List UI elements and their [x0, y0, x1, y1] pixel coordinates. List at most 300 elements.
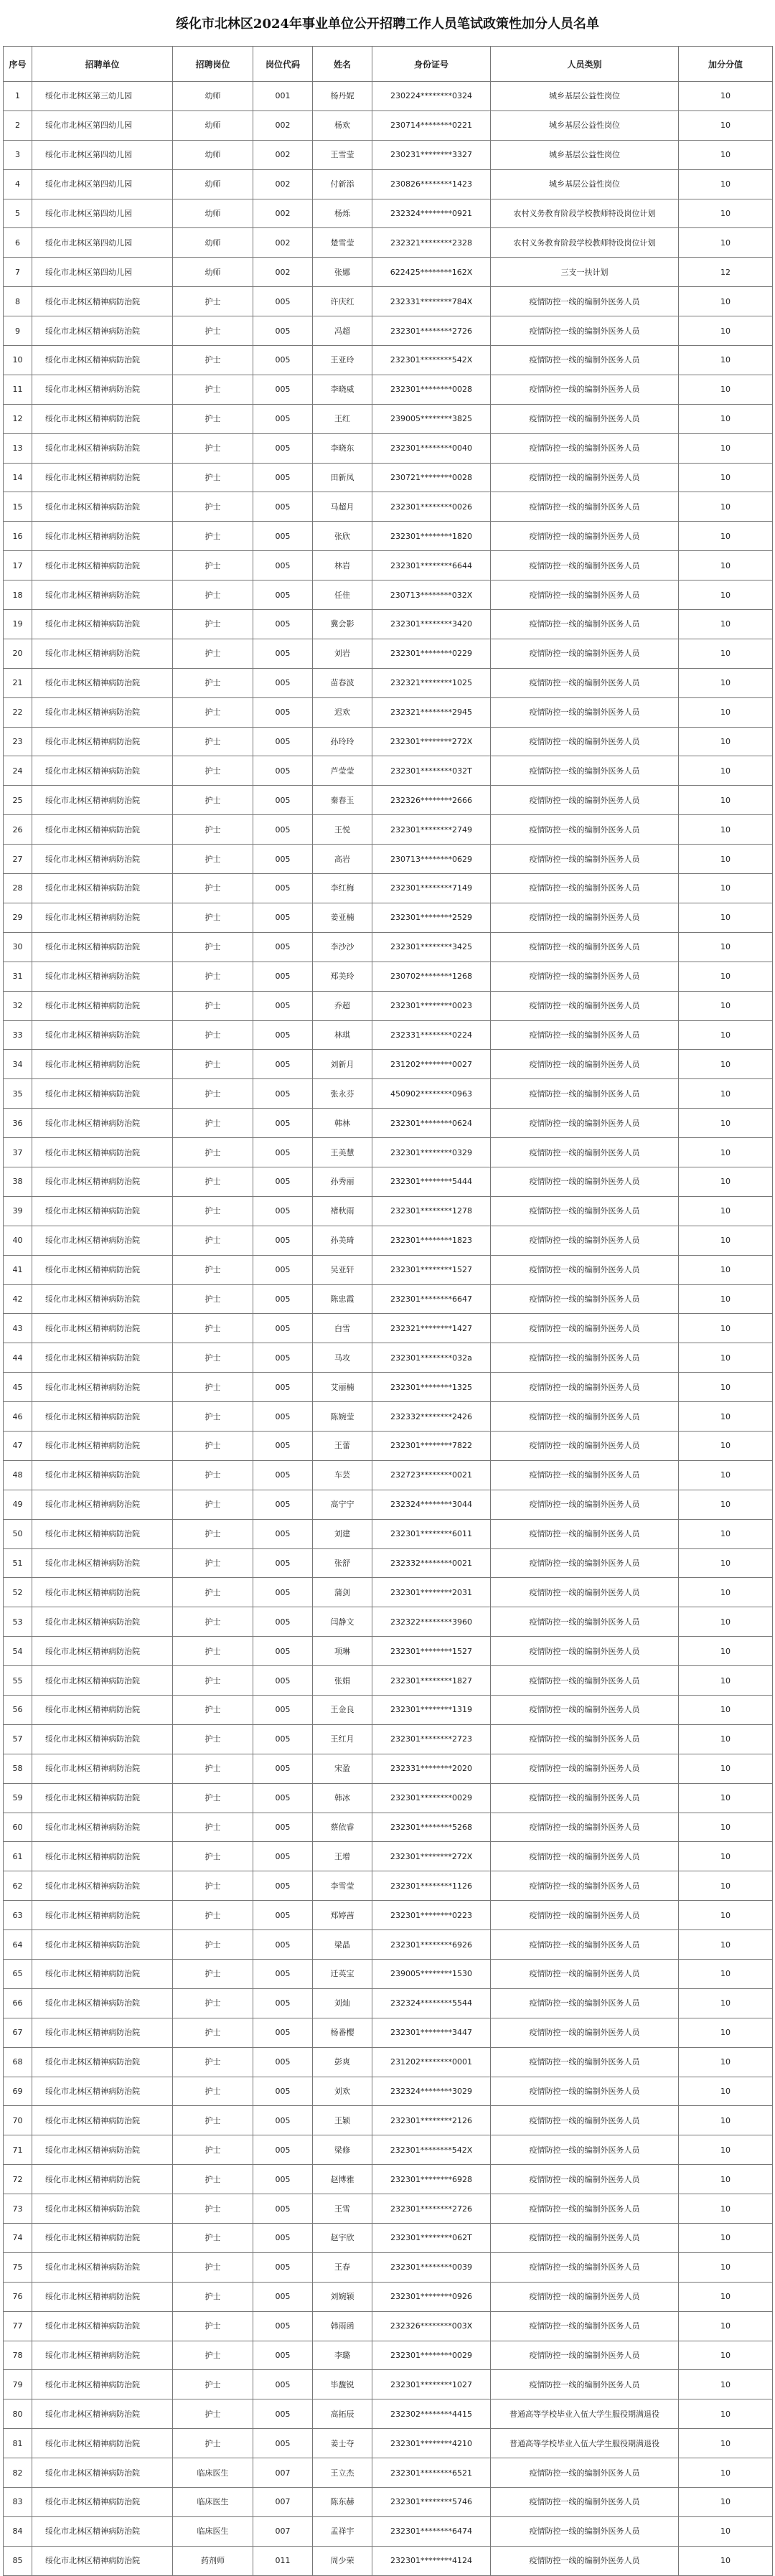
row-position: 护士	[173, 463, 253, 492]
row-category: 疫情防控一线的编制外医务人员	[491, 610, 679, 639]
row-position: 幼师	[173, 199, 253, 228]
row-name: 杨丹妮	[313, 82, 372, 111]
table-row	[4, 169, 773, 199]
table-row	[4, 492, 773, 522]
row-unit: 绥化市北林区精神病防治院	[32, 815, 173, 845]
table-row	[4, 551, 773, 580]
row-name: 孙玲玲	[313, 727, 372, 756]
row-position: 护士	[173, 2194, 253, 2224]
row-bonus-points: 10	[679, 346, 773, 375]
row-id-number: 232324********0921	[372, 199, 491, 228]
row-unit: 绥化市北林区精神病防治院	[32, 1724, 173, 1754]
row-unit: 绥化市北林区精神病防治院	[32, 756, 173, 786]
row-category: 疫情防控一线的编制外医务人员	[491, 962, 679, 991]
row-unit: 绥化市北林区精神病防治院	[32, 287, 173, 316]
row-id-number: 232301********6474	[372, 2516, 491, 2546]
row-position-code: 005	[253, 1842, 313, 1871]
row-unit: 绥化市北林区精神病防治院	[32, 845, 173, 874]
row-id-number: 230713********0629	[372, 845, 491, 874]
row-unit: 绥化市北林区精神病防治院	[32, 2341, 173, 2370]
row-name: 毕馥锐	[313, 2370, 372, 2399]
row-bonus-points: 10	[679, 1695, 773, 1724]
row-category: 城乡基层公益性岗位	[491, 140, 679, 169]
row-bonus-points: 10	[679, 1167, 773, 1196]
row-unit: 绥化市北林区第四幼儿园	[32, 199, 173, 228]
row-name: 付新添	[313, 169, 372, 199]
row-unit: 绥化市北林区精神病防治院	[32, 1607, 173, 1637]
row-position: 护士	[173, 433, 253, 463]
row-category: 疫情防控一线的编制外医务人员	[491, 991, 679, 1020]
row-unit: 绥化市北林区精神病防治院	[32, 1167, 173, 1196]
row-name: 项琳	[313, 1637, 372, 1666]
row-position: 护士	[173, 815, 253, 845]
row-name: 许庆红	[313, 287, 372, 316]
table-row	[4, 1930, 773, 1960]
row-category: 疫情防控一线的编制外医务人员	[491, 1754, 679, 1783]
row-position-code: 005	[253, 1050, 313, 1079]
row-bonus-points: 10	[679, 1079, 773, 1109]
table-row	[4, 610, 773, 639]
row-bonus-points: 10	[679, 1343, 773, 1373]
row-position: 临床医生	[173, 2488, 253, 2517]
row-bonus-points: 10	[679, 1196, 773, 1226]
table-row	[4, 1871, 773, 1901]
row-position: 护士	[173, 1871, 253, 1901]
row-id-number: 230224********0324	[372, 82, 491, 111]
row-position: 护士	[173, 2165, 253, 2194]
table-row	[4, 1724, 773, 1754]
row-unit: 绥化市北林区精神病防治院	[32, 1695, 173, 1724]
row-position-code: 005	[253, 492, 313, 522]
row-position: 护士	[173, 845, 253, 874]
row-name: 孟祥宇	[313, 2516, 372, 2546]
row-category: 疫情防控一线的编制外医务人员	[491, 287, 679, 316]
row-id-number: 232301********1278	[372, 1196, 491, 1226]
row-bonus-points: 10	[679, 2165, 773, 2194]
row-category: 农村义务教育阶段学校教师特设岗位计划	[491, 228, 679, 258]
row-unit: 绥化市北林区精神病防治院	[32, 1402, 173, 1432]
row-position: 护士	[173, 1138, 253, 1167]
row-category: 疫情防控一线的编制外医务人员	[491, 1578, 679, 1607]
row-index: 80	[4, 2399, 32, 2429]
row-bonus-points: 10	[679, 433, 773, 463]
row-index: 78	[4, 2341, 32, 2370]
row-id-number: 232301********032a	[372, 1343, 491, 1373]
header-position: 招聘岗位	[173, 47, 253, 82]
row-position-code: 005	[253, 815, 313, 845]
row-index: 31	[4, 962, 32, 991]
row-index: 16	[4, 522, 32, 551]
row-name: 蒲剑	[313, 1578, 372, 1607]
row-index: 60	[4, 1813, 32, 1842]
row-unit: 绥化市北林区精神病防治院	[32, 2047, 173, 2077]
row-name: 赵博雅	[313, 2165, 372, 2194]
row-id-number: 232301********1823	[372, 1226, 491, 1255]
row-position-code: 005	[253, 1930, 313, 1960]
row-bonus-points: 10	[679, 1519, 773, 1548]
row-index: 56	[4, 1695, 32, 1724]
row-category: 疫情防控一线的编制外医务人员	[491, 1695, 679, 1724]
row-index: 77	[4, 2311, 32, 2341]
row-index: 19	[4, 610, 32, 639]
row-category: 疫情防控一线的编制外医务人员	[491, 1519, 679, 1548]
row-bonus-points: 10	[679, 1138, 773, 1167]
row-position: 护士	[173, 2311, 253, 2341]
row-bonus-points: 10	[679, 932, 773, 962]
row-position-code: 005	[253, 2224, 313, 2253]
row-position-code: 005	[253, 1402, 313, 1432]
row-unit: 绥化市北林区精神病防治院	[32, 1079, 173, 1109]
row-bonus-points: 10	[679, 1960, 773, 1989]
row-id-number: 232301********3447	[372, 2018, 491, 2047]
row-unit: 绥化市北林区精神病防治院	[32, 316, 173, 346]
row-position-code: 005	[253, 874, 313, 903]
row-id-number: 232324********5544	[372, 1988, 491, 2018]
row-id-number: 232301********0223	[372, 1901, 491, 1930]
row-position: 护士	[173, 1343, 253, 1373]
row-index: 21	[4, 668, 32, 697]
row-index: 74	[4, 2224, 32, 2253]
row-index: 49	[4, 1490, 32, 1519]
row-index: 75	[4, 2252, 32, 2282]
row-position-code: 005	[253, 316, 313, 346]
row-bonus-points: 10	[679, 1783, 773, 1813]
row-position-code: 005	[253, 375, 313, 404]
row-name: 李沙沙	[313, 932, 372, 962]
table-row	[4, 1079, 773, 1109]
table-row	[4, 1901, 773, 1930]
row-id-number: 232301********2723	[372, 1724, 491, 1754]
row-id-number: 232723********0021	[372, 1460, 491, 1490]
row-position: 护士	[173, 610, 253, 639]
row-index: 62	[4, 1871, 32, 1901]
row-position-code: 005	[253, 433, 313, 463]
table-row	[4, 522, 773, 551]
row-name: 杨番樱	[313, 2018, 372, 2047]
row-unit: 绥化市北林区精神病防治院	[32, 2194, 173, 2224]
row-position: 护士	[173, 1548, 253, 1578]
row-position: 幼师	[173, 258, 253, 287]
row-name: 韩林	[313, 1109, 372, 1138]
row-unit: 绥化市北林区精神病防治院	[32, 551, 173, 580]
row-index: 27	[4, 845, 32, 874]
table-row	[4, 786, 773, 815]
row-name: 杨欢	[313, 111, 372, 140]
row-unit: 绥化市北林区精神病防治院	[32, 1050, 173, 1079]
row-bonus-points: 10	[679, 1050, 773, 1079]
row-unit: 绥化市北林区精神病防治院	[32, 2399, 173, 2429]
row-category: 疫情防控一线的编制外医务人员	[491, 2135, 679, 2165]
row-unit: 绥化市北林区精神病防治院	[32, 2516, 173, 2546]
row-name: 林岩	[313, 551, 372, 580]
row-bonus-points: 10	[679, 82, 773, 111]
row-id-number: 232301********5268	[372, 1813, 491, 1842]
row-name: 张娟	[313, 1666, 372, 1696]
row-index: 64	[4, 1930, 32, 1960]
row-category: 疫情防控一线的编制外医务人员	[491, 1901, 679, 1930]
row-bonus-points: 10	[679, 2018, 773, 2047]
table-row	[4, 1196, 773, 1226]
row-bonus-points: 10	[679, 1431, 773, 1460]
row-id-number: 232301********2726	[372, 2194, 491, 2224]
row-position-code: 005	[253, 1666, 313, 1696]
row-bonus-points: 10	[679, 522, 773, 551]
row-name: 王立杰	[313, 2458, 372, 2488]
row-index: 1	[4, 82, 32, 111]
row-unit: 绥化市北林区精神病防治院	[32, 1988, 173, 2018]
row-position: 护士	[173, 1167, 253, 1196]
row-id-number: 232331********2020	[372, 1754, 491, 1783]
row-position: 护士	[173, 1724, 253, 1754]
row-id-number: 232301********0329	[372, 1138, 491, 1167]
row-position: 护士	[173, 1842, 253, 1871]
row-bonus-points: 10	[679, 1988, 773, 2018]
row-bonus-points: 10	[679, 492, 773, 522]
row-unit: 绥化市北林区精神病防治院	[32, 932, 173, 962]
row-id-number: 232322********3960	[372, 1607, 491, 1637]
row-category: 疫情防控一线的编制外医务人员	[491, 874, 679, 903]
row-bonus-points: 10	[679, 1666, 773, 1696]
row-unit: 绥化市北林区精神病防治院	[32, 2018, 173, 2047]
row-position: 幼师	[173, 169, 253, 199]
row-index: 70	[4, 2106, 32, 2135]
row-id-number: 232301********0926	[372, 2282, 491, 2311]
row-category: 疫情防控一线的编制外医务人员	[491, 786, 679, 815]
row-index: 51	[4, 1548, 32, 1578]
row-name: 高岩	[313, 845, 372, 874]
row-bonus-points: 10	[679, 1255, 773, 1284]
row-position-code: 005	[253, 2018, 313, 2047]
row-category: 疫情防控一线的编制外医务人员	[491, 1373, 679, 1402]
row-unit: 绥化市北林区精神病防治院	[32, 404, 173, 433]
row-name: 张娜	[313, 258, 372, 287]
row-name: 李璐	[313, 2341, 372, 2370]
table-row	[4, 199, 773, 228]
row-id-number: 232301********3425	[372, 932, 491, 962]
row-id-number: 622425********162X	[372, 258, 491, 287]
row-bonus-points: 10	[679, 1373, 773, 1402]
row-index: 42	[4, 1284, 32, 1314]
row-unit: 绥化市北林区精神病防治院	[32, 433, 173, 463]
table-row	[4, 1050, 773, 1079]
row-bonus-points: 10	[679, 551, 773, 580]
row-position-code: 005	[253, 1724, 313, 1754]
row-category: 疫情防控一线的编制外医务人员	[491, 2224, 679, 2253]
table-row	[4, 932, 773, 962]
row-unit: 绥化市北林区精神病防治院	[32, 2077, 173, 2106]
row-index: 66	[4, 1988, 32, 2018]
row-position-code: 005	[253, 2370, 313, 2399]
row-position-code: 005	[253, 1548, 313, 1578]
row-position-code: 005	[253, 1167, 313, 1196]
row-bonus-points: 10	[679, 1842, 773, 1871]
row-position-code: 005	[253, 610, 313, 639]
row-position: 护士	[173, 1519, 253, 1548]
row-position: 临床医生	[173, 2516, 253, 2546]
row-name: 李红梅	[313, 874, 372, 903]
row-position-code: 005	[253, 522, 313, 551]
row-position-code: 005	[253, 1373, 313, 1402]
row-unit: 绥化市北林区精神病防治院	[32, 463, 173, 492]
row-position: 护士	[173, 346, 253, 375]
row-category: 疫情防控一线的编制外医务人员	[491, 1402, 679, 1432]
row-unit: 绥化市北林区精神病防治院	[32, 1813, 173, 1842]
row-position-code: 007	[253, 2458, 313, 2488]
row-unit: 绥化市北林区精神病防治院	[32, 346, 173, 375]
row-name: 芦莹莹	[313, 756, 372, 786]
row-index: 15	[4, 492, 32, 522]
row-position-code: 005	[253, 845, 313, 874]
table-row	[4, 316, 773, 346]
row-id-number: 232301********1820	[372, 522, 491, 551]
row-id-number: 232301********4124	[372, 2546, 491, 2575]
row-position-code: 005	[253, 404, 313, 433]
row-unit: 绥化市北林区精神病防治院	[32, 1960, 173, 1989]
row-name: 乔超	[313, 991, 372, 1020]
row-unit: 绥化市北林区精神病防治院	[32, 2282, 173, 2311]
row-bonus-points: 10	[679, 786, 773, 815]
row-index: 39	[4, 1196, 32, 1226]
row-position-code: 005	[253, 2252, 313, 2282]
row-position: 幼师	[173, 111, 253, 140]
row-category: 疫情防控一线的编制外医务人员	[491, 668, 679, 697]
row-position: 护士	[173, 932, 253, 962]
row-category: 疫情防控一线的编制外医务人员	[491, 346, 679, 375]
row-category: 疫情防控一线的编制外医务人员	[491, 1666, 679, 1696]
table-row	[4, 2370, 773, 2399]
table-row	[4, 2077, 773, 2106]
row-position: 护士	[173, 1460, 253, 1490]
table-row	[4, 815, 773, 845]
row-id-number: 232301********0026	[372, 492, 491, 522]
row-position: 护士	[173, 1988, 253, 2018]
row-position-code: 005	[253, 2282, 313, 2311]
row-id-number: 232301********0029	[372, 1783, 491, 1813]
row-index: 45	[4, 1373, 32, 1402]
row-unit: 绥化市北林区精神病防治院	[32, 492, 173, 522]
row-name: 楚雪莹	[313, 228, 372, 258]
row-id-number: 232301********272X	[372, 1842, 491, 1871]
row-id-number: 239005********3825	[372, 404, 491, 433]
table-row	[4, 1255, 773, 1284]
row-position: 幼师	[173, 228, 253, 258]
row-unit: 绥化市北林区精神病防治院	[32, 2429, 173, 2458]
row-bonus-points: 10	[679, 697, 773, 727]
row-id-number: 232301********272X	[372, 727, 491, 756]
table-row	[4, 1548, 773, 1578]
row-position: 护士	[173, 1226, 253, 1255]
row-position: 临床医生	[173, 2458, 253, 2488]
row-category: 疫情防控一线的编制外医务人员	[491, 2516, 679, 2546]
row-bonus-points: 10	[679, 756, 773, 786]
row-position-code: 005	[253, 1226, 313, 1255]
row-category: 疫情防控一线的编制外医务人员	[491, 1460, 679, 1490]
row-position: 护士	[173, 2370, 253, 2399]
table-row	[4, 2311, 773, 2341]
row-name: 周少荣	[313, 2546, 372, 2575]
row-position: 护士	[173, 1901, 253, 1930]
row-position-code: 005	[253, 697, 313, 727]
row-name: 王悦	[313, 815, 372, 845]
row-name: 张永芬	[313, 1079, 372, 1109]
table-row	[4, 874, 773, 903]
header-bonus-points: 加分分值	[679, 47, 773, 82]
row-position: 护士	[173, 2399, 253, 2429]
row-name: 秦春玉	[313, 786, 372, 815]
row-bonus-points: 10	[679, 1637, 773, 1666]
row-unit: 绥化市北林区精神病防治院	[32, 697, 173, 727]
row-position: 护士	[173, 1490, 253, 1519]
table-row	[4, 1373, 773, 1402]
row-id-number: 232324********3029	[372, 2077, 491, 2106]
row-bonus-points: 10	[679, 1813, 773, 1842]
row-position-code: 002	[253, 258, 313, 287]
row-unit: 绥化市北林区精神病防治院	[32, 2135, 173, 2165]
row-unit: 绥化市北林区精神病防治院	[32, 1196, 173, 1226]
row-position-code: 005	[253, 1138, 313, 1167]
row-position: 护士	[173, 1754, 253, 1783]
row-category: 疫情防控一线的编制外医务人员	[491, 2077, 679, 2106]
row-position-code: 002	[253, 140, 313, 169]
row-position-code: 005	[253, 1960, 313, 1989]
row-category: 疫情防控一线的编制外医务人员	[491, 580, 679, 610]
row-position-code: 005	[253, 1578, 313, 1607]
row-position-code: 005	[253, 1519, 313, 1548]
row-index: 41	[4, 1255, 32, 1284]
table-row	[4, 2194, 773, 2224]
row-position-code: 005	[253, 1813, 313, 1842]
row-name: 车芸	[313, 1460, 372, 1490]
row-bonus-points: 10	[679, 228, 773, 258]
row-bonus-points: 10	[679, 1930, 773, 1960]
row-position: 护士	[173, 874, 253, 903]
row-unit: 绥化市北林区精神病防治院	[32, 1431, 173, 1460]
row-id-number: 232301********6521	[372, 2458, 491, 2488]
row-category: 疫情防控一线的编制外医务人员	[491, 697, 679, 727]
row-unit: 绥化市北林区精神病防治院	[32, 1373, 173, 1402]
row-category: 疫情防控一线的编制外医务人员	[491, 2047, 679, 2077]
table-row	[4, 1637, 773, 1666]
row-unit: 绥化市北林区第四幼儿园	[32, 169, 173, 199]
row-index: 37	[4, 1138, 32, 1167]
row-position-code: 005	[253, 1196, 313, 1226]
row-position: 护士	[173, 551, 253, 580]
row-id-number: 232321********1025	[372, 668, 491, 697]
row-category: 疫情防控一线的编制外医务人员	[491, 2341, 679, 2370]
row-name: 彭爽	[313, 2047, 372, 2077]
row-category: 疫情防控一线的编制外医务人员	[491, 492, 679, 522]
row-position-code: 005	[253, 2311, 313, 2341]
row-unit: 绥化市北林区精神病防治院	[32, 2165, 173, 2194]
row-position-code: 007	[253, 2516, 313, 2546]
row-index: 14	[4, 463, 32, 492]
row-position-code: 005	[253, 1020, 313, 1050]
row-position-code: 007	[253, 2488, 313, 2517]
row-unit: 绥化市北林区第四幼儿园	[32, 111, 173, 140]
row-category: 疫情防控一线的编制外医务人员	[491, 404, 679, 433]
row-bonus-points: 10	[679, 2077, 773, 2106]
row-unit: 绥化市北林区精神病防治院	[32, 1930, 173, 1960]
row-bonus-points: 10	[679, 111, 773, 140]
row-id-number: 232301********6926	[372, 1930, 491, 1960]
row-position-code: 005	[253, 1607, 313, 1637]
row-position: 护士	[173, 639, 253, 668]
header-position-code: 岗位代码	[253, 47, 313, 82]
row-index: 29	[4, 903, 32, 932]
row-index: 83	[4, 2488, 32, 2517]
row-position-code: 005	[253, 1871, 313, 1901]
row-unit: 绥化市北林区精神病防治院	[32, 1226, 173, 1255]
